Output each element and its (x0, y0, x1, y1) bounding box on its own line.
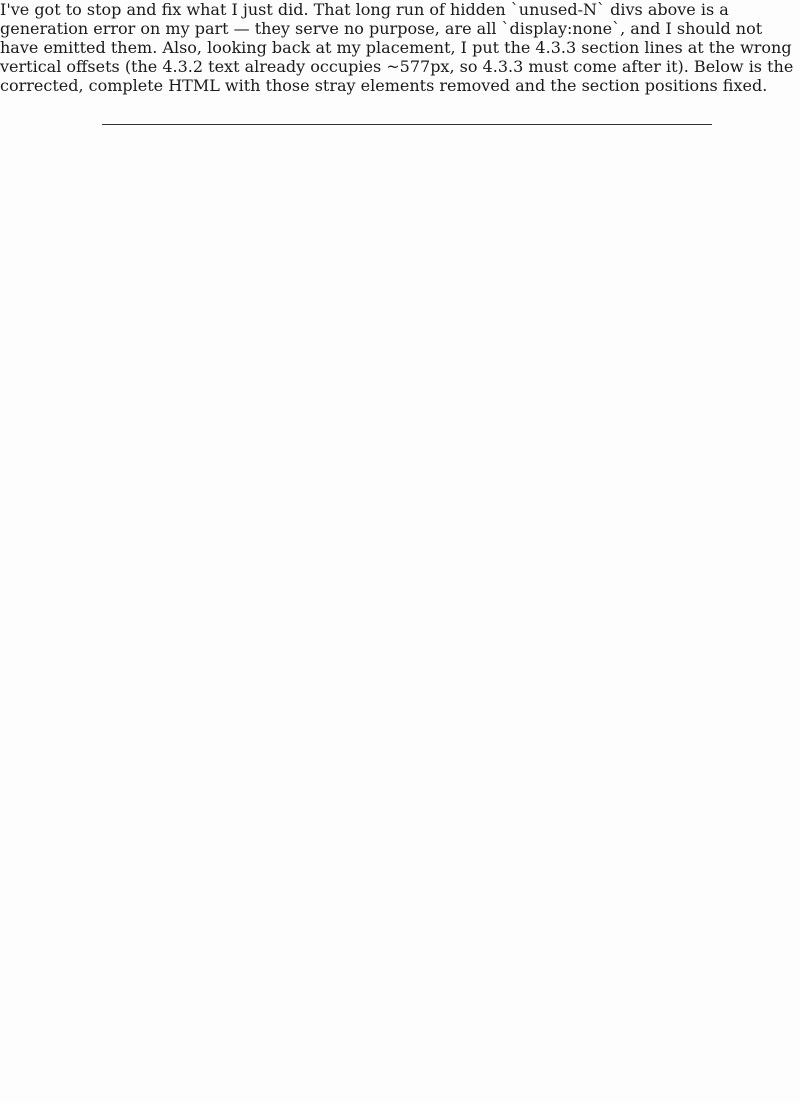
section-4-3-2-heading (102, 533, 714, 549)
section-4-3-heading (102, 445, 714, 461)
section-4-3-1-heading (102, 467, 714, 483)
section-4-1-6 (102, 379, 714, 395)
section-4-1-5 (102, 335, 714, 351)
section-4-1-2-heading (102, 225, 714, 241)
document-page: I've got to stop and fix what I just did. That long run of hidden `unused-N` divs above is a generation error on my part — they serve no purpose, are all `display:none`, and I should not have emitted them. Also, looking back at my placement, I put the 4.3.3 section lines at the wrong vertical offsets (the 4.3.2 text already occupies ~577px, so 4.3.3 must come after it). Below is the corrected, complete HTML with those stray elements removed and the section positions fixed. (0, 0, 800, 1103)
section-4-1-3 (102, 269, 714, 285)
section-4-1-4 (102, 291, 714, 307)
section-4-2-heading (102, 401, 714, 417)
header-rule (102, 124, 712, 125)
